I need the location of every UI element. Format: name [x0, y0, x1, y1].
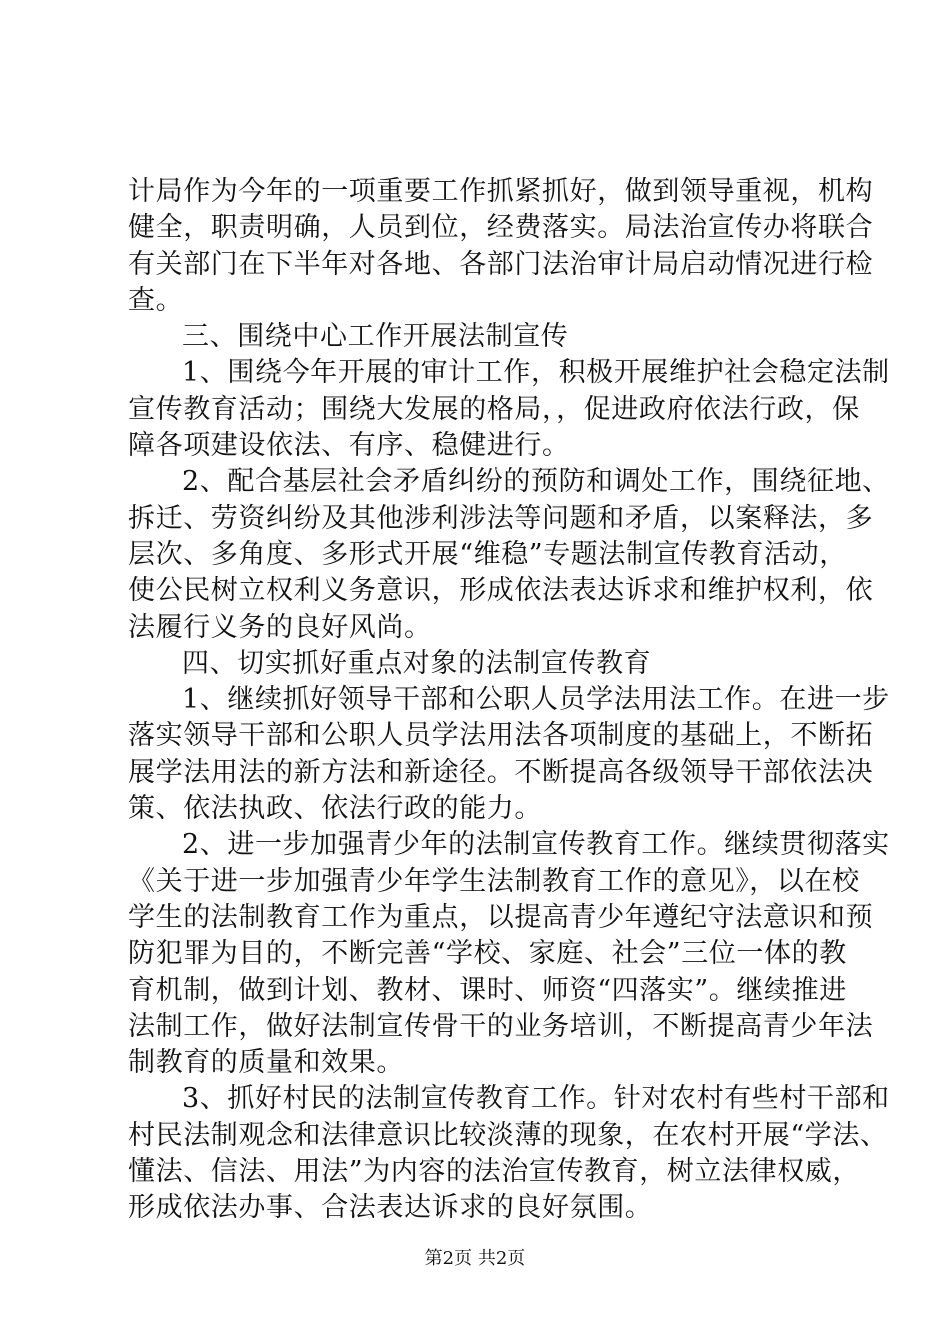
paragraph-line: 1、继续抓好领导干部和公职人员学法用法工作。在进一步 [182, 684, 890, 716]
paragraph-line: 策、依法执政、依法行政的能力。 [128, 793, 542, 825]
paragraph-line: 2、配合基层社会矛盾纠纷的预防和调处工作，围绕征地、 [182, 466, 890, 498]
paragraph-line: 障各项建设依法、有序、稳健进行。 [128, 430, 570, 462]
paragraph-line: 学生的法制教育工作为重点，以提高青少年遵纪守法意识和预 [128, 901, 874, 933]
paragraph-line: 2、进一步加强青少年的法制宣传教育工作。继续贯彻落实 [182, 829, 890, 861]
paragraph-line: 展学法用法的新方法和新途径。不断提高各级领导干部依法决 [128, 756, 874, 788]
paragraph-line: 《关于进一步加强青少年学生法制教育工作的意见》，以在校 [128, 865, 860, 897]
paragraph-line: 四、切实抓好重点对象的法制宣传教育 [182, 647, 652, 679]
paragraph-line: 3、抓好村民的法制宣传教育工作。针对农村有些村干部和 [182, 1083, 890, 1115]
paragraph-line: 查。 [128, 284, 184, 316]
paragraph-line: 防犯罪为目的，不断完善“学校、家庭、社会”三位一体的教 [128, 938, 847, 970]
paragraph-line: 落实领导干部和公职人员学法用法各项制度的基础上，不断拓 [128, 720, 874, 752]
paragraph-line: 使公民树立权利义务意识，形成依法表达诉求和维护权利，依 [128, 575, 874, 607]
paragraph-line: 拆迁、劳资纠纷及其他涉利涉法等问题和矛盾，以案释法，多 [128, 502, 874, 534]
paragraph-line: 1、围绕今年开展的审计工作，积极开展维护社会稳定法制 [182, 357, 890, 389]
paragraph-line: 法履行义务的良好风尚。 [128, 611, 432, 643]
paragraph-line: 形成依法办事、合法表达诉求的良好氛围。 [128, 1192, 653, 1224]
paragraph-line: 法制工作，做好法制宣传骨干的业务培训，不断提高青少年法 [128, 1010, 874, 1042]
paragraph-line: 懂法、信法、用法”为内容的法治宣传教育，树立法律权威， [128, 1156, 861, 1188]
paragraph-line: 村民法制观念和法律意识比较淡薄的现象，在农村开展“学法、 [128, 1119, 888, 1151]
paragraph-line: 计局作为今年的一项重要工作抓紧抓好，做到领导重视，机构 [128, 176, 874, 207]
page-footer: 第2页 共2页 [424, 1248, 526, 1269]
document-body [128, 174, 890, 1227]
paragraph-line: 宣传教育活动；围绕大发展的格局，，促进政府依法行政，保 [128, 393, 860, 425]
paragraph-line: 健全，职责明确，人员到位，经费落实。局法治宣传办将联合 [128, 212, 874, 244]
paragraph-line: 有关部门在下半年对各地、各部门法治审计局启动情况进行检 [128, 248, 874, 280]
paragraph-line: 三、围绕中心工作开展法制宣传 [182, 321, 569, 353]
paragraph-line: 育机制，做到计划、教材、课时、师资“四落实”。继续推进 [128, 974, 847, 1006]
paragraph-line: 层次、多角度、多形式开展“维稳”专题法制宣传教育活动， [128, 538, 847, 570]
paragraph-line: 制教育的质量和效果。 [128, 1047, 404, 1079]
